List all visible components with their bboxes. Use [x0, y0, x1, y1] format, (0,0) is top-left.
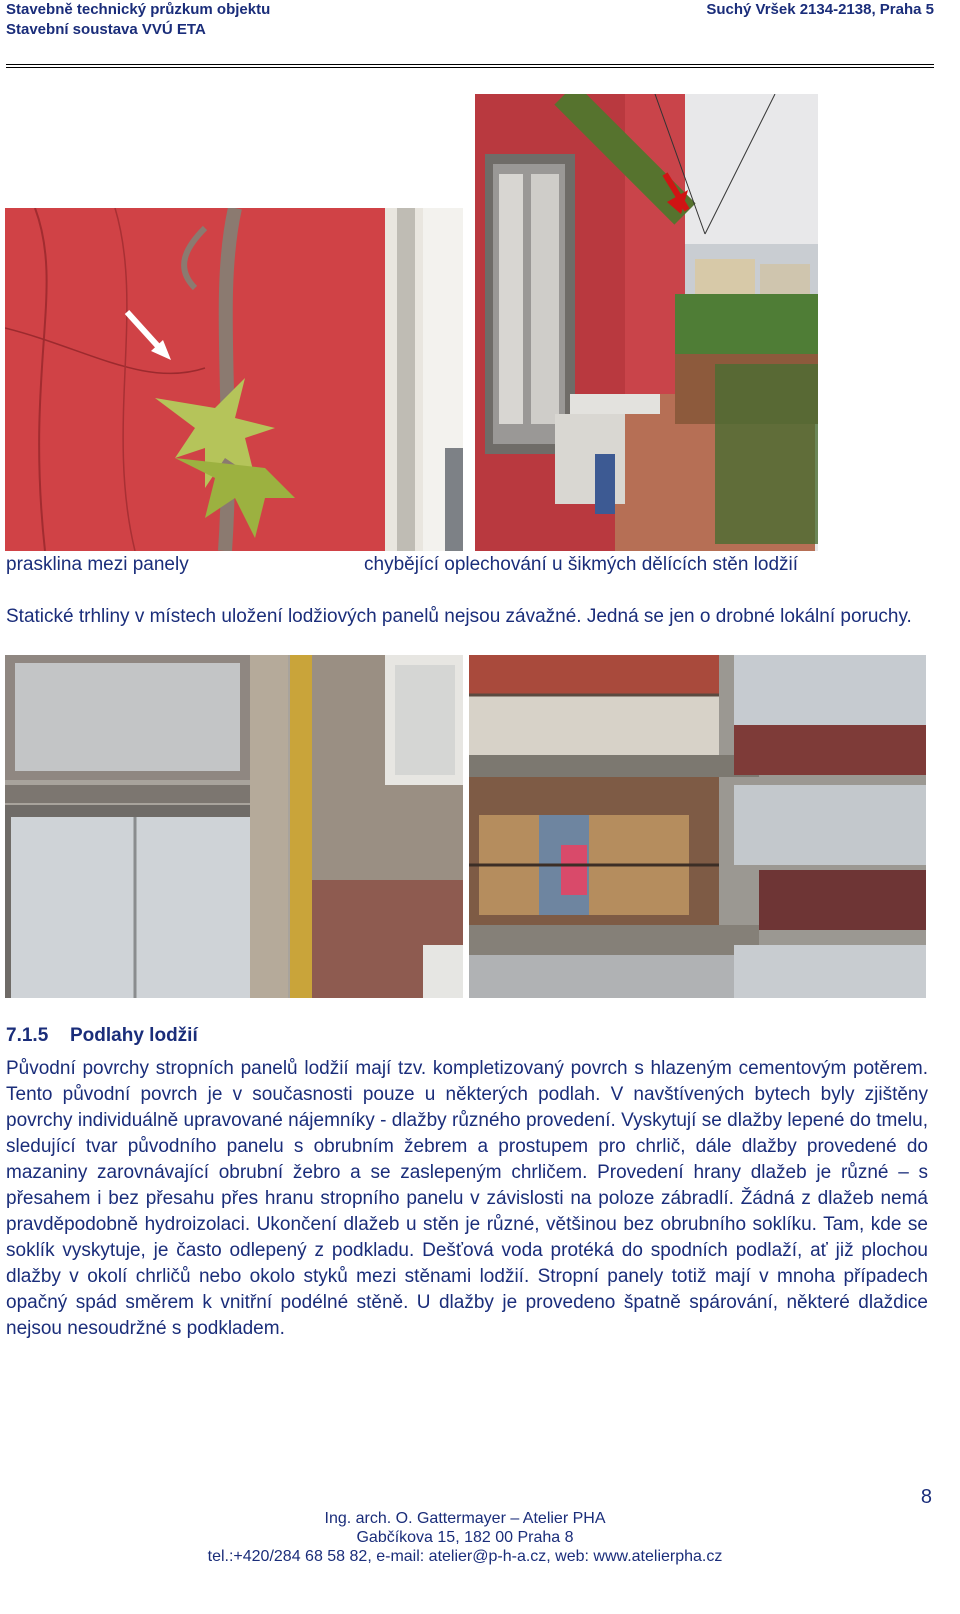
caption-right: chybějící oplechování u šikmých dělících stěn lodžií — [364, 554, 799, 575]
photo-facade-pipe-image — [5, 655, 463, 998]
section-number: 7.1.5 — [6, 1025, 49, 1046]
photo-wall-crack-image — [5, 208, 463, 551]
photo-wall-crack — [5, 208, 463, 551]
photo-facade-loggias — [469, 655, 926, 998]
header-address: Suchý Vršek 2134-2138, Praha 5 — [706, 1, 934, 18]
header-subtitle: Stavební soustava VVÚ ETA — [6, 21, 206, 38]
caption-left: prasklina mezi panely — [6, 554, 189, 575]
photo-balcony — [475, 94, 818, 551]
header-right — [706, 0, 934, 20]
header-title: Stavebně technický průzkum objektu — [6, 1, 271, 18]
photo-facade-loggias-image — [469, 655, 926, 998]
section-heading — [6, 1025, 198, 1047]
footer-line-2: Gabčíkova 15, 182 00 Praha 8 — [356, 1529, 574, 1546]
page-number: 8 — [920, 1486, 932, 1508]
header-rule — [6, 64, 934, 65]
paragraph-static-cracks: Statické trhliny v místech uložení lodžiových panelů nejsou závažné. Jedná se jen o drobné lokální poruchy. — [6, 606, 912, 627]
photo-facade-pipe — [5, 655, 463, 998]
footer-line-3: tel.:+420/284 68 58 82, e-mail: atelier@p-h-a.cz, web: www.atelierpha.cz — [207, 1548, 723, 1565]
header-left — [6, 0, 270, 40]
photo-balcony-image — [475, 94, 818, 551]
paragraph-loggia-floors: Původní povrchy stropních panelů lodžií mají tzv. kompletizovaný povrch s hlazeným cementovým potěrem. Tento původní povrch je v současnosti pouze u některých podlah. V navštívených bytech byly zjištěny povrchy individuálně upravované nájemníky - dlažby různého provedení. Vyskytují se dlažby lepené do tmelu, sledující tvar původního panelu s obrubním žebrem a prostupem pro chrlič, dále dlažby provedené do mazaniny zarovnávající obrubní žebro a se zaslepeným chrličem. Provedení hrany dlažeb je různé – s přesahem i bez přesahu přes hranu stropního panelu v závislosti na poloze zábradlí. Žádná z dlažeb nemá pravděpodobně hydroizolaci. Ukončení dlažeb u stěn je různé, většinou bez obrubního soklíku. Tam, kde se soklík vyskytuje, je často odlepený z podkladu. Dešťová voda protéká do spodních podlaží, ať již plochou dlažby v okolí chrličů nebo okolo styků mezi stěnami lodžií. Stropní panely totiž mají v mnoha případech opačný spád směrem k vnitřní podélné stěně. U dlažby je provedeno špatně spárování, některé dlaždice nejsou nesoudržné s podkladem. — [6, 1058, 928, 1339]
section-title: Podlahy lodžií — [70, 1025, 198, 1046]
footer-line-1: Ing. arch. O. Gattermayer – Atelier PHA — [324, 1510, 606, 1527]
header-rule-2 — [6, 67, 934, 68]
